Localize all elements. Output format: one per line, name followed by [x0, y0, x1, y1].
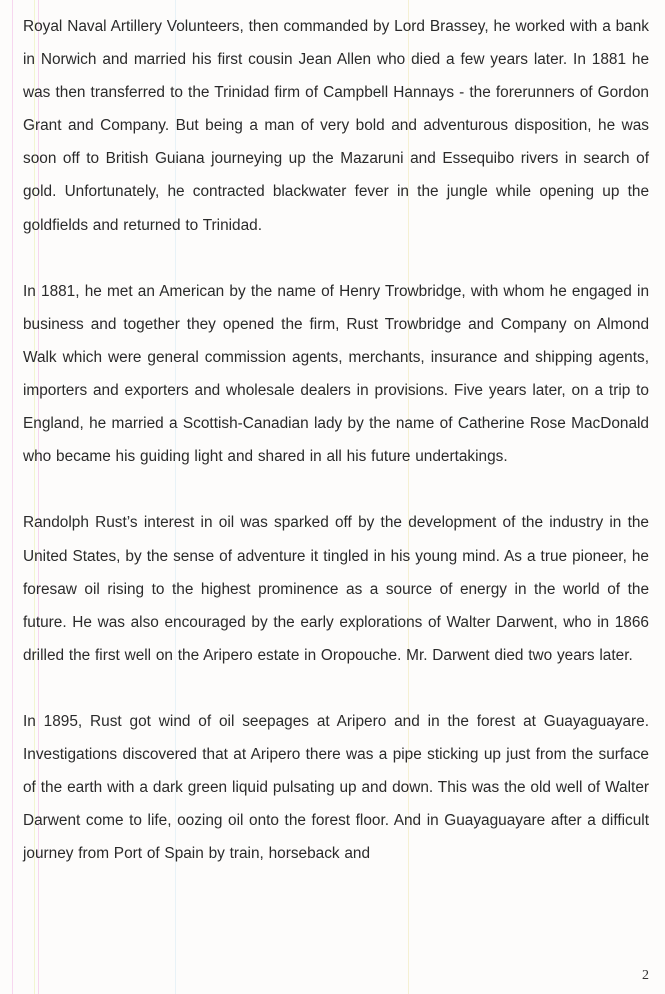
paragraph-gap: [23, 473, 649, 506]
paragraph: In 1895, Rust got wind of oil seepages at Aripero and in the forest at Guayaguayare. Investigations discovered that at Aripero there was a pipe sticking up just from the surface of the earth with a dark green liquid pulsating up and down. This was the old well of Walter Darwent come to life, oozing oil onto the forest floor. And in Guayaguayare after a difficult journey from Port of Spain by train, horseback and: [23, 712, 649, 863]
document-page: [23, 10, 649, 870]
paragraph: Royal Naval Artillery Volunteers, then commanded by Lord Brassey, he worked with a bank in Norwich and married his first cousin Jean Allen who died a few years later. In 1881 he was then transferred to the Trinidad firm of Campbell Hannays - the forerunners of Gordon Grant and Company. But being a man of very bold and adventurous disposition, he was soon off to British Guiana journeying up the Mazaruni and Essequibo rivers in search of gold. Unfortunately, he contracted blackwater fever in the jungle while opening up the goldfields and returned to Trinidad.: [23, 18, 649, 234]
paragraph: In 1881, he met an American by the name of Henry Trowbridge, with whom he engaged in business and together they opened the firm, Rust Trowbridge and Company on Almond Walk which were general commission agents, merchants, insurance and shipping agents, importers and exporters and wholesale dealers in provisions. Five years later, on a trip to England, he married a Scottish-Canadian lady by the name of Catherine Rose MacDonald who became his guiding light and shared in all his future undertakings.: [23, 282, 649, 466]
paragraph-gap: [23, 242, 649, 275]
paragraph-gap: [23, 672, 649, 705]
paragraph: Randolph Rust’s interest in oil was sparked off by the development of the industry in the United States, by the sense of adventure it tingled in his young mind. As a true pioneer, he foresaw oil rising to the highest prominence as a source of energy in the world of the future. He was also encouraged by the early explorations of Walter Darwent, who in 1866 drilled the first well on the Aripero estate in Oropouche. Mr. Darwent died two years later.: [23, 514, 649, 664]
scan-artifact-line: [12, 0, 13, 994]
page-number: 2: [642, 968, 649, 983]
